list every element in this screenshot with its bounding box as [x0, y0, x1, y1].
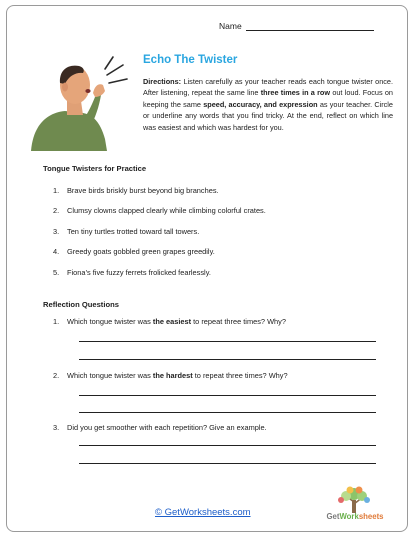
answer-line[interactable] — [79, 341, 376, 342]
name-field — [219, 21, 374, 31]
name-label: Name — [219, 21, 242, 31]
directions-lead: Directions: — [143, 77, 182, 86]
worksheet-page — [6, 5, 408, 532]
getworksheets-link[interactable]: © GetWorksheets.com — [155, 507, 251, 518]
item-text: Greedy goats gobbled green grapes greedily. — [67, 247, 215, 257]
question-text-post: to repeat three times? Why? — [191, 317, 286, 326]
question-text-bold: the hardest — [152, 371, 193, 380]
twister-list — [53, 186, 266, 288]
item-text: Clumsy clowns clapped clearly while climbing colorful crates. — [67, 206, 266, 216]
directions-text-3: as your teacher. Circle or underline any words that you find tricky. At the end, reflect on which line was easiest and which was hardest for you. — [143, 99, 393, 132]
logo-sheets: sheets — [358, 512, 384, 521]
question-number: 2. — [53, 371, 60, 380]
item-text: Ten tiny turtles trotted toward tall towers. — [67, 226, 200, 236]
answer-line[interactable] — [79, 412, 376, 413]
item-number: 1. — [53, 186, 60, 195]
question-number: 1. — [53, 317, 60, 326]
question-number: 3. — [53, 423, 60, 432]
question-text-bold: the easiest — [152, 317, 192, 326]
item-number: 4. — [53, 247, 60, 257]
question-text-post: to repeat three times? Why? — [192, 371, 288, 380]
answer-line[interactable] — [79, 445, 376, 446]
directions-bold-1: three times in a row — [260, 88, 331, 98]
question-text: Did you get smoother with each repetition? Give an example. — [67, 423, 267, 432]
item-number: 5. — [53, 267, 60, 277]
item-number: 3. — [53, 226, 60, 236]
list-item — [53, 186, 266, 206]
logo-get: Get — [326, 512, 340, 521]
answer-line[interactable] — [79, 463, 376, 464]
reflection-heading: Reflection Questions — [43, 300, 119, 309]
list-item — [53, 247, 266, 267]
question-1 — [53, 317, 286, 326]
item-text: Fiona’s five fuzzy ferrets frolicked fearlessly. — [67, 267, 211, 277]
worksheet-title: Echo The Twister — [143, 54, 238, 66]
name-input-line[interactable] — [246, 21, 374, 31]
item-number: 2. — [53, 206, 60, 216]
list-item — [53, 268, 266, 288]
question-2 — [53, 371, 288, 380]
getworksheets-logo — [319, 486, 391, 526]
question-text-pre: Which tongue twister was — [67, 317, 153, 326]
answer-line[interactable] — [79, 359, 376, 360]
directions-paragraph — [143, 76, 393, 133]
question-text-pre: Which tongue twister was — [67, 371, 153, 380]
item-text: Brave birds briskly burst beyond big branches. — [67, 186, 219, 195]
logo-wordmark — [319, 512, 391, 521]
directions-text-1: Listen carefully as your teacher reads each tongue twister once. After listening, repeat the same line — [143, 77, 393, 98]
directions-text-2: out loud. Focus on keeping the same — [143, 88, 393, 109]
answer-line[interactable] — [79, 395, 376, 396]
list-item — [53, 206, 266, 226]
tree-icon — [319, 486, 391, 514]
person-speaking-illustration — [25, 39, 133, 151]
directions-bold-2: speed, accuracy, and expression — [203, 99, 318, 109]
question-3 — [53, 423, 267, 432]
list-item — [53, 227, 266, 247]
practice-heading: Tongue Twisters for Practice — [43, 164, 147, 173]
logo-work: Work — [339, 512, 359, 521]
